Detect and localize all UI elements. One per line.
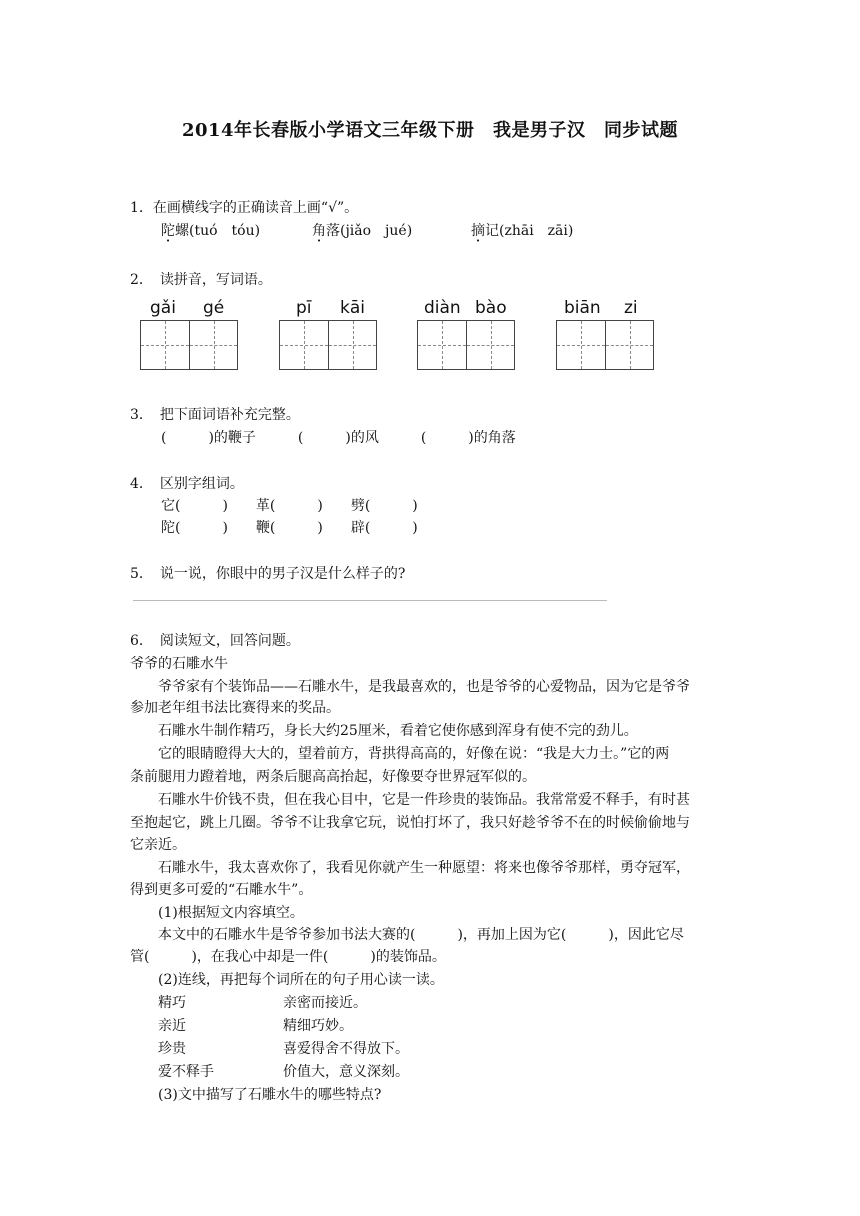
passage-line: 石雕水牛价钱不贵，但在我心目中，它是一件珍贵的装饰品。我常常爱不释手，有时甚 (130, 792, 690, 808)
sub2-stem: (2)连线，再把每个词所在的句子用心读一读。 (130, 972, 444, 988)
writing-boxes-3[interactable] (417, 320, 515, 370)
q1-item-2-mark: 角 (312, 223, 326, 239)
q1-stem: 1．在画横线字的正确读音上画“√”。 (130, 200, 359, 216)
answer-line[interactable] (133, 600, 607, 601)
q3-stem: 3． 把下面词语补充完整。 (130, 407, 300, 423)
q1-item-2 (312, 221, 412, 241)
sub3-stem: (3)文中描写了石雕水牛的哪些特点? (130, 1087, 382, 1103)
q1-item-1-mark: 陀 (161, 223, 175, 239)
match-meaning[interactable]: 精细巧妙。 (283, 1018, 353, 1034)
passage-line: 石雕水牛制作精巧，身长大约25厘米，看着它使你感到浑身有使不完的劲儿。 (130, 723, 638, 739)
passage-line: 爷爷家有个装饰品——石雕水牛，是我最喜欢的，也是爷爷的心爱物品，因为它是爷爷 (130, 679, 690, 695)
writing-boxes-1[interactable] (140, 320, 238, 370)
passage-title: 爷爷的石雕水牛 (130, 656, 228, 672)
q1-item-3-mark: 摘 (471, 223, 485, 239)
pinyin-4b: zi (624, 298, 638, 318)
q3-blanks: ( )的鞭子 ( )的风 ( )的角落 (161, 430, 516, 446)
passage-line: 石雕水牛，我太喜欢你了，我看见你就产生一种愿望：将来也像爷爷那样，勇夺冠军， (130, 860, 690, 876)
passage-line: 至抱起它，跳上几圈。爷爷不让我拿它玩，说怕打坏了，我只好趁爷爷不在的时候偷偷地与 (130, 815, 690, 831)
page-title: 2014年长春版小学语文三年级下册 我是男子汉 同步试题 (181, 120, 679, 141)
q1-item-3 (471, 221, 573, 241)
match-word[interactable]: 珍贵 (158, 1041, 186, 1057)
sub1-line-1: 本文中的石雕水牛是爷爷参加书法大赛的( )，再加上因为它( )，因此它尽 (130, 927, 684, 943)
writing-boxes-2[interactable] (279, 320, 377, 370)
writing-boxes-4[interactable] (556, 320, 654, 370)
q1-item-1 (161, 221, 260, 241)
q2-stem: 2． 读拼音，写词语。 (130, 272, 272, 288)
passage-line: 它亲近。 (130, 837, 186, 853)
q4-stem: 4． 区别字组词。 (130, 476, 244, 492)
match-word[interactable]: 亲近 (158, 1018, 186, 1034)
match-meaning[interactable]: 亲密而接近。 (283, 995, 367, 1011)
pinyin-3b: bào (475, 298, 507, 318)
pinyin-2b: kāi (340, 298, 365, 318)
passage-line: 得到更多可爱的“石雕水牛”。 (130, 882, 313, 898)
match-word[interactable]: 爱不释手 (158, 1064, 214, 1080)
q4-row-2: 陀( ) 鞭( ) 辟( ) (161, 520, 418, 536)
sub1-stem: (1)根据短文内容填空。 (130, 905, 304, 921)
q6-stem: 6． 阅读短文，回答问题。 (130, 633, 300, 649)
q1-item-2-rest: 落(jiǎo jué) (326, 223, 413, 239)
sub1-line-2: 管( )，在我心中却是一件( )的装饰品。 (130, 949, 446, 965)
q1-item-3-rest: 记(zhāi zāi) (485, 223, 574, 239)
passage-line: 参加老年组书法比赛得来的奖品。 (130, 700, 340, 716)
q4-row-1: 它( ) 革( ) 劈( ) (161, 498, 418, 514)
passage-line: 它的眼睛瞪得大大的，望着前方，背拱得高高的，好像在说：“我是大力士。”它的两 (130, 746, 670, 762)
pinyin-2a: pī (296, 298, 312, 318)
pinyin-1a: gǎi (150, 298, 176, 318)
match-meaning[interactable]: 喜爱得舍不得放下。 (283, 1041, 409, 1057)
pinyin-4a: biān (564, 298, 601, 318)
pinyin-3a: diàn (424, 298, 461, 318)
match-meaning[interactable]: 价值大，意义深刻。 (283, 1064, 409, 1080)
passage-line: 条前腿用力蹬着地，两条后腿高高抬起，好像要夺世界冠军似的。 (130, 769, 536, 785)
pinyin-1b: gé (203, 298, 225, 318)
q5-stem: 5． 说一说，你眼中的男子汉是什么样子的? (130, 566, 406, 582)
q1-item-1-rest: 螺(tuó tóu) (175, 223, 261, 239)
match-word[interactable]: 精巧 (158, 995, 186, 1011)
